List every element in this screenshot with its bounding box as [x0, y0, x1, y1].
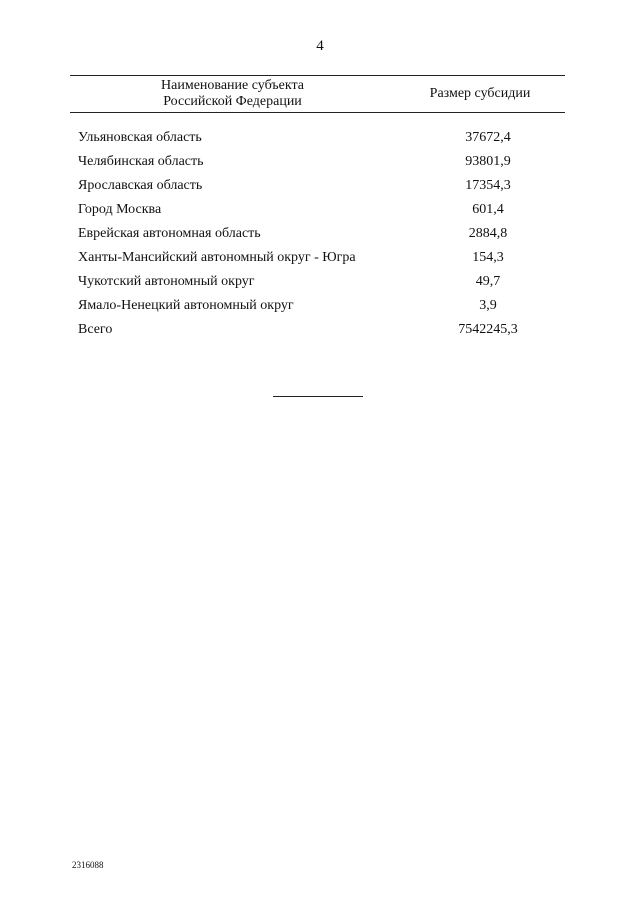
region-name: Ярославская область	[78, 178, 203, 193]
subsidy-value: 154,3	[472, 250, 504, 265]
region-name: Чукотский автономный округ	[78, 274, 255, 289]
table-header	[70, 75, 565, 113]
table-row	[78, 128, 558, 152]
subsidy-value: 49,7	[475, 274, 501, 289]
subsidy-value: 3,9	[479, 298, 497, 313]
subsidy-value: 2884,8	[468, 226, 508, 241]
region-name: Ульяновская область	[78, 130, 202, 145]
header-region-name	[70, 78, 395, 110]
table-row	[78, 152, 558, 176]
header-region-name-line2: Российской Федерации	[163, 94, 302, 109]
table-row	[78, 248, 558, 272]
region-name: Челябинская область	[78, 154, 204, 169]
region-name: Ямало-Ненецкий автономный округ	[78, 298, 294, 313]
region-name: Ханты-Мансийский автономный округ - Югра	[78, 250, 356, 265]
document-code: 2316088	[72, 860, 104, 870]
end-divider-line	[273, 396, 363, 397]
table-row	[78, 200, 558, 224]
table-row	[78, 272, 558, 296]
subsidy-value: 93801,9	[465, 154, 511, 169]
header-subsidy-amount: Размер субсидии	[429, 86, 531, 101]
table-row	[78, 296, 558, 320]
table-row-total	[78, 320, 558, 344]
table-body	[78, 128, 558, 344]
region-name: Еврейская автономная область	[78, 226, 261, 241]
page-number: 4	[316, 38, 324, 54]
table-row	[78, 224, 558, 248]
subsidy-value: 17354,3	[465, 178, 511, 193]
total-value: 7542245,3	[458, 322, 518, 337]
region-name: Город Москва	[78, 202, 162, 217]
subsidy-value: 37672,4	[465, 130, 511, 145]
header-region-name-line1: Наименование субъекта	[161, 78, 304, 93]
table-row	[78, 176, 558, 200]
subsidy-value: 601,4	[472, 202, 504, 217]
total-label: Всего	[78, 322, 113, 337]
